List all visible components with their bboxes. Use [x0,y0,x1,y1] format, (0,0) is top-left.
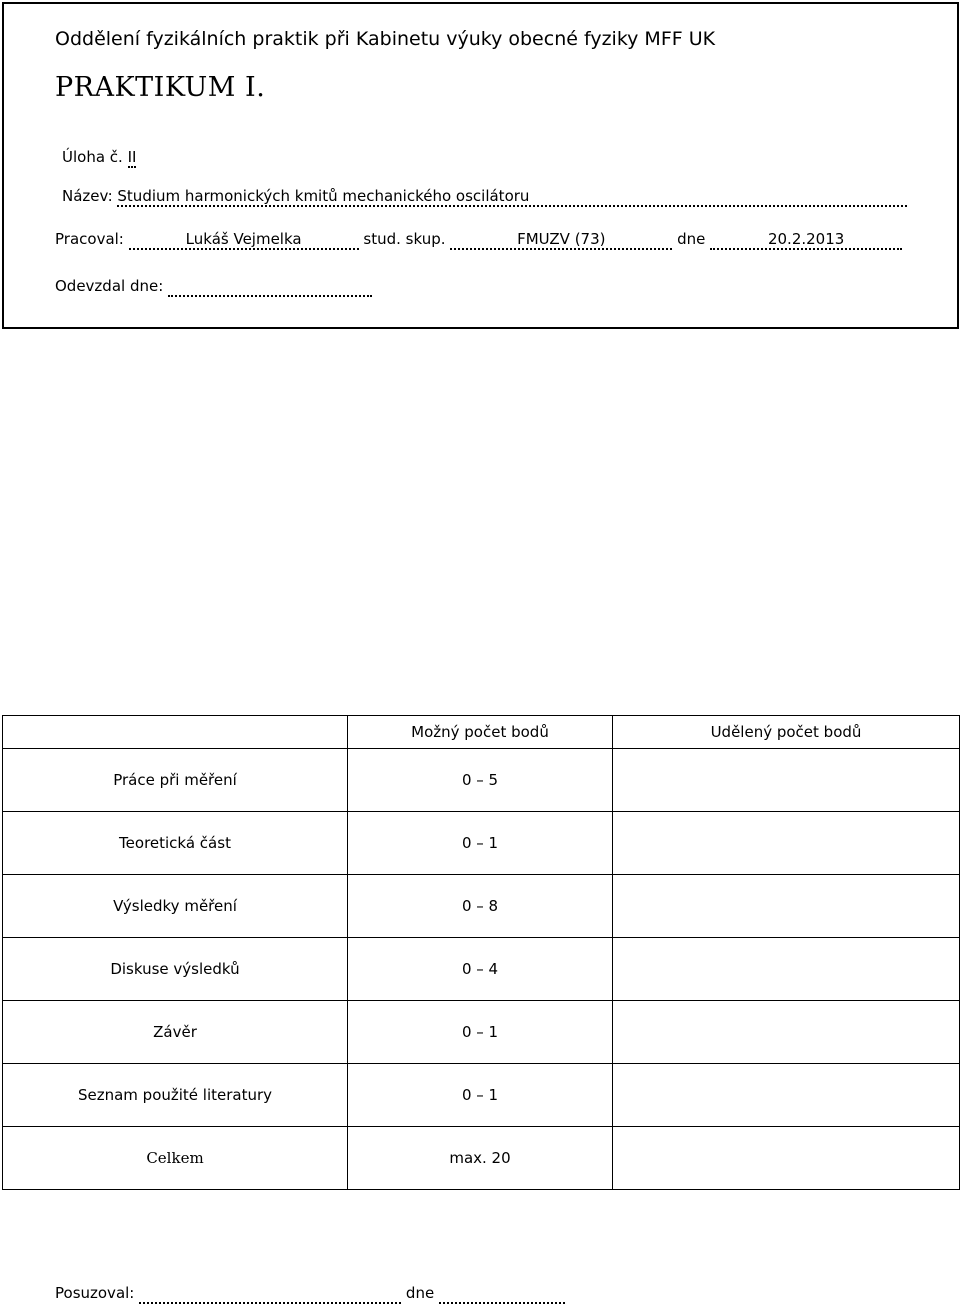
row-possible: 0 – 1 [348,1001,613,1064]
table-row [3,812,960,875]
course-title: PRAKTIKUM I. [55,72,266,103]
total-awarded[interactable] [613,1127,960,1190]
group-label: stud. skup. [363,230,446,248]
row-possible: 0 – 1 [348,812,613,875]
row-awarded[interactable] [613,1001,960,1064]
row-awarded[interactable] [613,875,960,938]
table-row [3,875,960,938]
worked-value: Lukáš Vejmelka [129,232,359,250]
row-label: Práce při měření [3,749,348,812]
reviewer-date-label: dne [405,1284,435,1302]
task-value: II [127,148,137,166]
row-awarded[interactable] [613,938,960,1001]
row-awarded[interactable] [613,812,960,875]
submitted-label: Odevzdal dne: [55,277,164,295]
row-possible: 0 – 4 [348,938,613,1001]
submitted-value [168,279,372,297]
reviewer-label: Posuzoval: [55,1284,135,1302]
submitted-row [55,277,372,297]
header-awarded: Udělený počet bodů [613,716,960,749]
scores-table [2,715,960,1190]
row-awarded[interactable] [613,1064,960,1127]
row-label: Diskuse výsledků [3,938,348,1001]
department-line: Oddělení fyzikálních praktik při Kabinetu výuky obecné fyziky MFF UK [55,28,716,50]
group-value: FMUZV (73) [450,232,672,250]
task-row [62,148,136,168]
title-value: Studium harmonických kmitů mechanického oscilátoru [117,189,907,207]
total-row [3,1127,960,1190]
row-possible: 0 – 5 [348,749,613,812]
table-row [3,1001,960,1064]
row-possible: 0 – 1 [348,1064,613,1127]
row-label: Seznam použité literatury [3,1064,348,1127]
title-label: Název: [62,187,113,205]
reviewer-value [139,1286,401,1304]
row-label: Teoretická část [3,812,348,875]
table-row [3,1064,960,1127]
table-row [3,749,960,812]
header-empty-cell [3,716,348,749]
task-label: Úloha č. [62,148,123,166]
reviewer-row [55,1284,565,1304]
worked-row [55,230,902,250]
table-row [3,938,960,1001]
row-possible: 0 – 8 [348,875,613,938]
row-label: Závěr [3,1001,348,1064]
row-awarded[interactable] [613,749,960,812]
date-label: dne [677,230,706,248]
total-possible: max. 20 [348,1127,613,1190]
reviewer-date-value [439,1286,565,1304]
header-possible: Možný počet bodů [348,716,613,749]
row-label: Výsledky měření [3,875,348,938]
date-value: 20.2.2013 [710,232,902,250]
title-row [62,187,907,207]
total-label: Celkem [3,1127,348,1190]
worked-label: Pracoval: [55,230,124,248]
table-header-row [3,716,960,749]
